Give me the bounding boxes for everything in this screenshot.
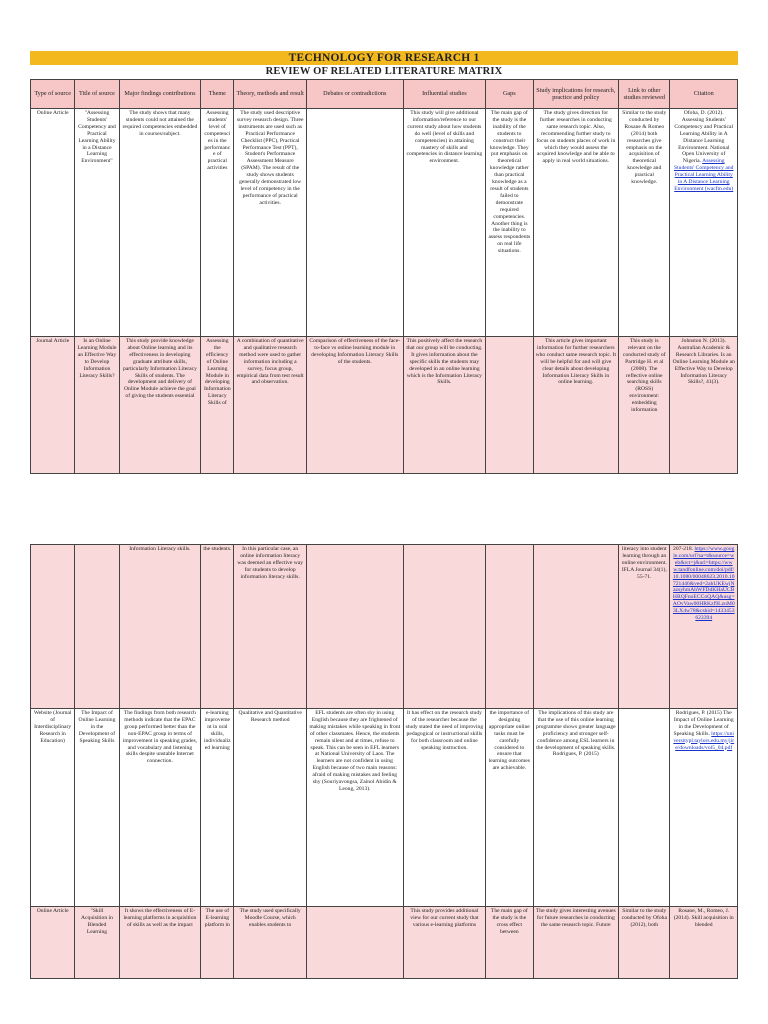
- cell-links: Similar to the study conducted by Rosane & Romeo (2014) both researches give emphasis on the acquisition of theoretical knowledge and practical knowledge.: [619, 109, 670, 337]
- cell-type: [31, 545, 75, 709]
- cell-citation: [670, 709, 738, 907]
- cell-gaps: [486, 337, 533, 474]
- table-row: [31, 337, 738, 474]
- table-row: [31, 907, 738, 979]
- cell-title: [75, 545, 119, 709]
- cell-gaps: the importance of designing appropriate online tasks must be carefully considered to ensure that learning outcomes are achievable.: [486, 709, 533, 907]
- cell-links: Similar to the study conducted by Ofoha (2012), both: [619, 907, 670, 979]
- header-implications: Study implications for research, practice and policy: [533, 80, 619, 109]
- cell-influential: This study provides additional view for our current study that various e-learning platforms: [403, 907, 486, 979]
- cell-citation: Rosane, M., Romeo, J. (2014). Skill acquisition in blended: [670, 907, 738, 979]
- cell-findings: It shows the effectiveness of E-learning platforms in acquisition of skills as well as the impact: [119, 907, 201, 979]
- cell-title: Is an Online Learning Module an Effective Way to Develop Information Literacy Skills?: [75, 337, 119, 474]
- header-type: Type of source: [31, 80, 75, 109]
- literature-matrix-table: [30, 79, 738, 474]
- cell-gaps: [486, 545, 533, 709]
- citation-text: 207-218.: [673, 546, 694, 552]
- cell-citation: [670, 545, 738, 709]
- cell-links: This study is relevant on the conducted study of Partridge H. et al (2008). The reflective online searching skills (ROSS) environment: embedding information: [619, 337, 670, 474]
- page-title: TECHNOLOGY FOR RESEARCH 1: [30, 51, 738, 65]
- cell-debates: EFL students are often shy in using English because they are frightened of making mistakes while speaking in front of other classmates. Hence, the students remain silent and at times, refuse to speak. This can be seen in EFL learners at National University of Laos. The learners are not confident in using English because of two main reasons: afraid of making mistakes and feeling shy (Souriyavongsa, Zainol Abidin & Leong, 2013).: [306, 709, 403, 907]
- citation-link[interactable]: https://www.google.com/url?sa=t&source=web&rct=j&url=https://www.tandfonline.com/doi/pdf/10.1080/00048623.2010.10721446&ved=2ahUKEwjNazsyhmAhWFDdKHaUCBHRQFnoECCoQAQ&usg=AOvVaw00HRKzf9LzuM03LX4w78&cshid=1433453623394: [672, 546, 735, 622]
- cell-title: The Impact of Online Learning in the Development of Speaking Skills: [75, 709, 119, 907]
- cell-type: Online Article: [31, 907, 75, 979]
- cell-theme: Assessing students' level of competencies in the performance of practical activities: [201, 109, 234, 337]
- cell-debates: [306, 545, 403, 709]
- cell-implications: The study gives direction for further researches in conducting same research topic. Also, recommending further study to focus on students places of work in which they would assess the acquired knowledge and be able to apply in real world situations.: [533, 109, 619, 337]
- cell-implications: This article gives important information for further researchers who conduct same research topic. It will be helpful for and will give clear details about developing Information Literacy Skills in online learning.: [533, 337, 619, 474]
- cell-debates: Comparison of effectiveness of the face-to-face vs online learning module in developing Information Literacy Skills of the students.: [306, 337, 403, 474]
- cell-theme: the students.: [201, 545, 234, 709]
- cell-citation: [670, 109, 738, 337]
- cell-implications: The study gives interesting avenues for future researches in conducting the same research topic. Future: [533, 907, 619, 979]
- cell-type: Journal Article: [31, 337, 75, 474]
- cell-title: "Skill Acquisition in Blended Learning: [75, 907, 119, 979]
- table-row: [31, 709, 738, 907]
- citation-text: Ofoha, D. (2012). Assessing Students' Competency and Practical Learning Ability in A Distance Learning Environment. National Open University of Nigeria.: [674, 110, 734, 165]
- cell-debates: [306, 109, 403, 337]
- cell-findings: The study shows that many students could not attained the required competencies embedded in courses/subject.: [119, 109, 201, 337]
- cell-influential: It has effect on the research study of the researcher because the study stated the need of improving pedagogical or instructional skills for both classroom and online speaking instruction.: [403, 709, 486, 907]
- citation-link[interactable]: Assessing Students' Competency and Practical Learning Ability in A Distance Learning Environment (wacfm.edu): [674, 158, 734, 192]
- cell-links: literacy into student learning through an online environment. IFLA Journal 34(1), 55-71.: [619, 545, 670, 709]
- cell-theory: The study used specifically Moodle Course, which enables students to: [234, 907, 307, 979]
- cell-influential: This study will give additional information/reference to our current study about how students do well (level of skills and competencies) in attaining mastery of skills and competencies in distance learning environment.: [403, 109, 486, 337]
- cell-type: Website (Journal of Interdisciplinary Research in Education): [31, 709, 75, 907]
- cell-implications: The implications of this study are that the use of this online learning programme shows greater language proficiency and stronger self-confidence among ESL learners in the development of speaking skills. Rodrigues, P. (2015): [533, 709, 619, 907]
- literature-matrix-table-continued: [30, 544, 738, 979]
- header-citation: Citation: [670, 80, 738, 109]
- cell-influential: [403, 545, 486, 709]
- cell-debates: [306, 907, 403, 979]
- header-theme: Theme: [201, 80, 234, 109]
- table-row: [31, 545, 738, 709]
- cell-findings: The findings from both research methods indicate that the EPAC group performed better than the non-EPAC group in terms of improvement in speaking grades, and vocabulary and listening skills despite unstable Internet connection.: [119, 709, 201, 907]
- cell-findings: This study provide knowledge about Online learning and its effectiveness in developing graduate attribute skills, particularly Information Literacy Skills of students. The development and delivery of Online Module achieve the goal of giving the students essential: [119, 337, 201, 474]
- citation-link[interactable]: https://universitypl.taylors.edu.my/jire/downloads/vol5_04.pdf: [673, 730, 735, 751]
- cell-influential: This positively affect the research that our group will be conducting. It gives information about the specific skills the students may developed in an online learning which is the Information Literacy Skills.: [403, 337, 486, 474]
- cell-title: "Assessing Students' Competency and Practical Learning Ability in a Distance Learning Environment": [75, 109, 119, 337]
- header-title: Title of source: [75, 80, 119, 109]
- cell-theory: Qualitative and Quantitative Research method: [234, 709, 307, 907]
- header-gaps: Gaps: [486, 80, 533, 109]
- cell-findings: Information Literacy skills.: [119, 545, 201, 709]
- cell-theory: A combination of quantitative and qualitative research method were used to gather information including a survey, focus group, empirical data from test result and observation.: [234, 337, 307, 474]
- cell-theme: e-learning improvement in oral skills, individualized learning: [201, 709, 234, 907]
- cell-theme: Assessing the efficiency of Online Learning Module in developing Information Literacy Skills of: [201, 337, 234, 474]
- cell-gaps: The main gap of the study is the cross effect between: [486, 907, 533, 979]
- citation-text: Rodrigues, P. (2015) The Impact of Online Learning in the Development of Speaking Skills.: [673, 710, 734, 737]
- cell-implications: [533, 545, 619, 709]
- cell-links: [619, 709, 670, 907]
- page-subtitle: REVIEW OF RELATED LITERATURE MATRIX: [265, 66, 503, 77]
- header-influential: Influential studies: [403, 80, 486, 109]
- cell-gaps: The main gap of the study is the inability of the students to construct their knowledge. They put emphasis on theoretical knowledge rather than practical knowledge as a result of students failed to demonstrate required competencies. Another thing is the inability to assess respondents on real life situations.: [486, 109, 533, 337]
- cell-theory: The study used descriptive survey research design. Three instruments are used such as Practical Performance Checklist (PPC), Practical Performance Test (PPT), Student's Performance Assessment Measure (SPAM). The result of the study shows students generally demonstrated low level of competency in the performance of practical activities.: [234, 109, 307, 337]
- cell-theory: In this particular case, an online information literacy was deemed an effective way for students to develop information literacy skills.: [234, 545, 307, 709]
- table-row: [31, 109, 738, 337]
- cell-type: Online Article: [31, 109, 75, 337]
- header-links: Link to other studies reviewed: [619, 80, 670, 109]
- header-theory: Theory, methods and result: [234, 80, 307, 109]
- cell-theme: The use of E-learning platform in: [201, 907, 234, 979]
- cell-citation: Johnston N. (2013). Australian Academic & Research Libraries. Is an Online Learning Module an Effective Way to Develop Information Literacy Skills?, 41(3).: [670, 337, 738, 474]
- header-debates: Debates or contradictions: [306, 80, 403, 109]
- header-findings: Major findings contributions: [119, 80, 201, 109]
